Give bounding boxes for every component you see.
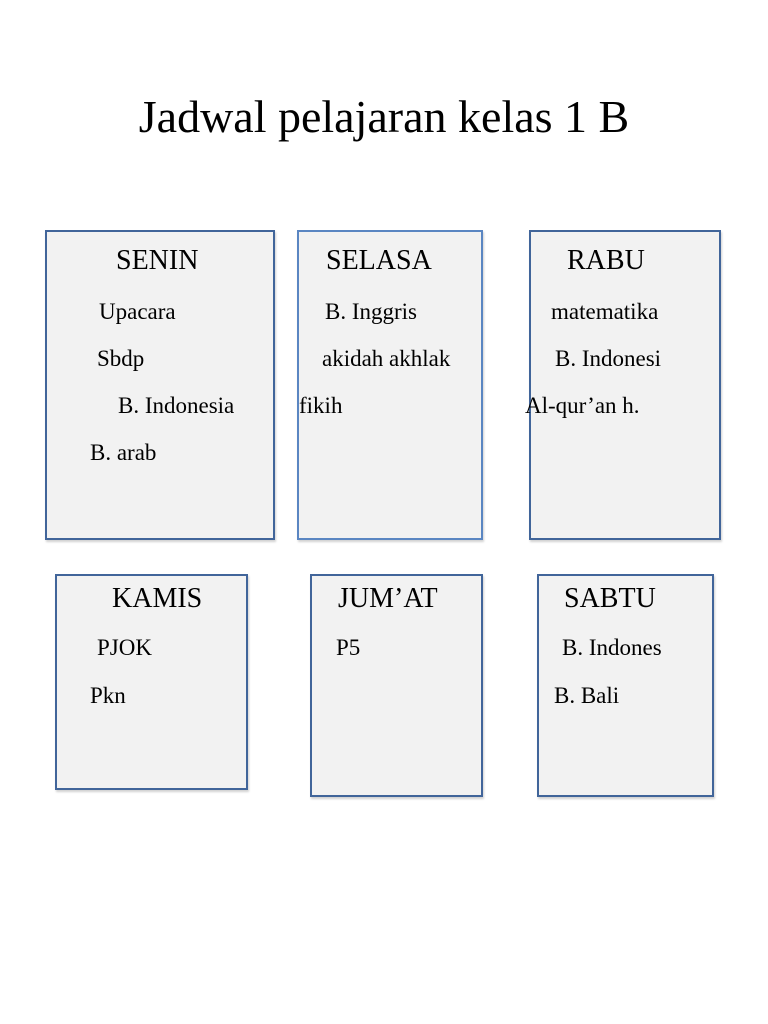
schedule-card-selasa xyxy=(297,230,483,540)
day-heading-sabtu: SABTU xyxy=(564,583,656,614)
page-title: Jadwal pelajaran kelas 1 B xyxy=(138,91,630,142)
day-heading-jumat: JUM’AT xyxy=(338,583,438,614)
subject-item: Al-qur’an h. xyxy=(525,393,640,418)
subject-item: akidah akhlak xyxy=(322,346,451,371)
subject-item: Upacara xyxy=(99,299,176,324)
subject-item: PJOK xyxy=(97,635,152,660)
subject-item: B. Bali xyxy=(554,683,620,708)
day-heading-rabu: RABU xyxy=(567,245,645,276)
subject-item: B. Indonesi xyxy=(555,346,662,371)
subject-item: B. arab xyxy=(90,440,157,465)
subject-item: B. Indonesia xyxy=(118,393,235,418)
schedule-card-rabu xyxy=(529,230,721,540)
subject-item: matematika xyxy=(551,299,659,324)
day-heading-selasa: SELASA xyxy=(326,245,432,276)
subject-item: fikih xyxy=(299,393,343,418)
subject-item: B. Indones xyxy=(562,635,662,660)
schedule-card-senin xyxy=(45,230,275,540)
subject-item: Pkn xyxy=(90,683,126,708)
subject-item: B. Inggris xyxy=(325,299,417,324)
subject-item: Sbdp xyxy=(97,346,145,371)
day-heading-kamis: KAMIS xyxy=(112,583,203,614)
subject-item: P5 xyxy=(336,635,361,660)
day-heading-senin: SENIN xyxy=(116,245,199,276)
